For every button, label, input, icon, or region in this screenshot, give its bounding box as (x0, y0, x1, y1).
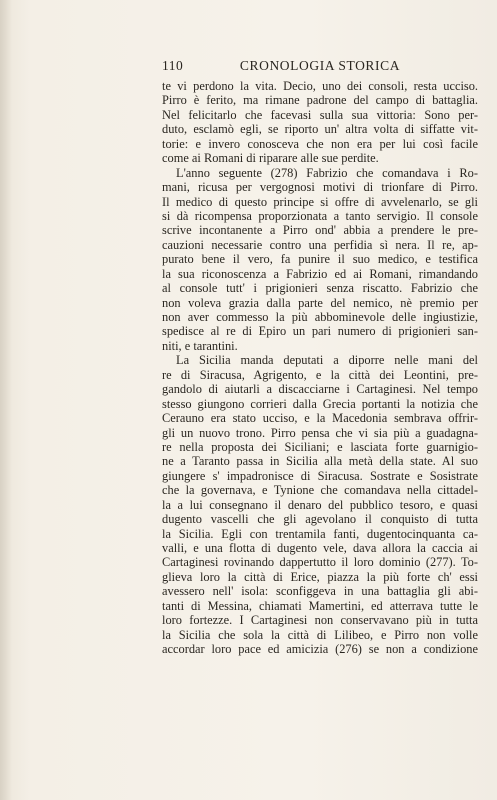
text-line: la Sicilia. Egli con trentamila fanti, dugentocinquanta ca- (162, 526, 478, 541)
text-line: tanti di Messina, chiamati Mamertini, ed atterrava tutte le (162, 598, 478, 613)
text-line: glieva loro la città di Erice, piazza la più forte ch' essi (162, 569, 478, 584)
text-line: re di Siracusa, Agrigento, e la città dei Leontini, pre- (162, 367, 478, 382)
text-line: loro fortezze. I Cartaginesi non conservavano più in tutta (162, 613, 478, 628)
text-line: torie: e invero conosceva che non era per lui così facile (162, 136, 478, 151)
text-line: scrive incontanente a Pirro ond' abbia a prendere le pre- (162, 223, 478, 238)
text-line: Pirro è ferito, ma rimane padrone del campo di battaglia. (162, 93, 478, 108)
text-line: purato bene il vero, fa punire il suo medico, e testifica (162, 252, 478, 267)
text-line: Nel felicitarlo che facevasi sulla sua vittoria: Sono per- (162, 107, 478, 122)
body-text (162, 79, 478, 657)
text-line: la Sicilia che sola la città di Lilibeo, e Pirro non volle (162, 627, 478, 642)
paragraph-2 (162, 166, 478, 354)
text-line: non voleva grazia dalla parte del nemico, nè premio per (162, 295, 478, 310)
text-line: la a lui consegnano il denaro del pubblico tesoro, e quasi (162, 497, 478, 512)
text-line: cauzioni necessarie contro una perfidia sì nera. Il re, ap- (162, 237, 478, 252)
gutter-shadow (0, 0, 12, 800)
text-line: Cartaginesi rovinando dappertutto il loro dominio (277). To- (162, 555, 478, 570)
text-line: La Sicilia manda deputati a diporre nelle mani del (176, 353, 478, 368)
page-number: 110 (162, 58, 184, 73)
text-line: L'anno seguente (278) Fabrizio che comandava i Ro- (176, 165, 478, 180)
paragraph-3 (162, 353, 478, 656)
text-line: la sua riconoscenza a Fabrizio ed ai Romani, rimandando (162, 266, 478, 281)
text-line: Cerauno era stato ucciso, e la Macedonia sembrava offrir- (162, 411, 478, 426)
running-title: CRONOLOGIA STORICA (239, 58, 401, 73)
text-line: gandolo di aiutarli a discacciarne i Cartaginesi. Nel tempo (162, 382, 478, 397)
text-line: non aver commesso la più abbominevole delle ingiustizie, (162, 310, 478, 324)
text-line: al console tutt' i prigionieri senza riscatto. Fabrizio che (162, 281, 478, 296)
text-line: Il medico di questo principe si offre di avvelenarlo, se gli (162, 194, 478, 209)
text-line: come ai Romani di riparare alle sue perdite. (162, 151, 379, 166)
text-line: te vi perdono la vita. Decio, uno dei consoli, resta ucciso. (162, 79, 478, 93)
text-line: mani, ricusa per vergognosi motivi di trionfare di Pirro. (162, 180, 478, 195)
text-line: spedisce al re di Epiro un pari numero di prigionieri san- (162, 324, 478, 339)
text-line: valli, e una flotta di dugento vele, dava allora la caccia ai (162, 541, 478, 555)
text-line: accordar loro pace ed amicizia (276) se non a condizione (162, 642, 478, 657)
text-line: niti, e tarantini. (162, 338, 238, 353)
text-line: re nella proposta dei Siciliani; e lasciata forte guarnigio- (162, 439, 478, 454)
text-line: stesso giungono corrieri dalla Grecia portanti la notizia che (162, 396, 478, 411)
text-line: avessero nell' isola: sconfiggeva in una battaglia gli abi- (162, 584, 478, 599)
text-line: gli un nuovo trono. Pirro pensa che vi sia più a guadagna- (162, 425, 478, 440)
text-line: dugento vascelli che gli agevolano il conquisto di tutta (162, 512, 478, 527)
text-line: duto, esclamò egli, se riporto un' altra volta di siffatte vit- (162, 122, 478, 137)
text-line: si dà ricompensa proporzionata a tanto servigio. Il console (162, 208, 478, 223)
page-header (162, 58, 478, 76)
text-line: che la governava, e Tynione che comandava nella cittadel- (162, 483, 478, 498)
paragraph-1 (162, 79, 478, 166)
text-line: ne a Taranto passa in Sicilia alla metà della state. Al suo (162, 454, 478, 469)
text-line: giungere s' impadronisce di Siracusa. Sostrate e Sosistrate (162, 468, 478, 483)
